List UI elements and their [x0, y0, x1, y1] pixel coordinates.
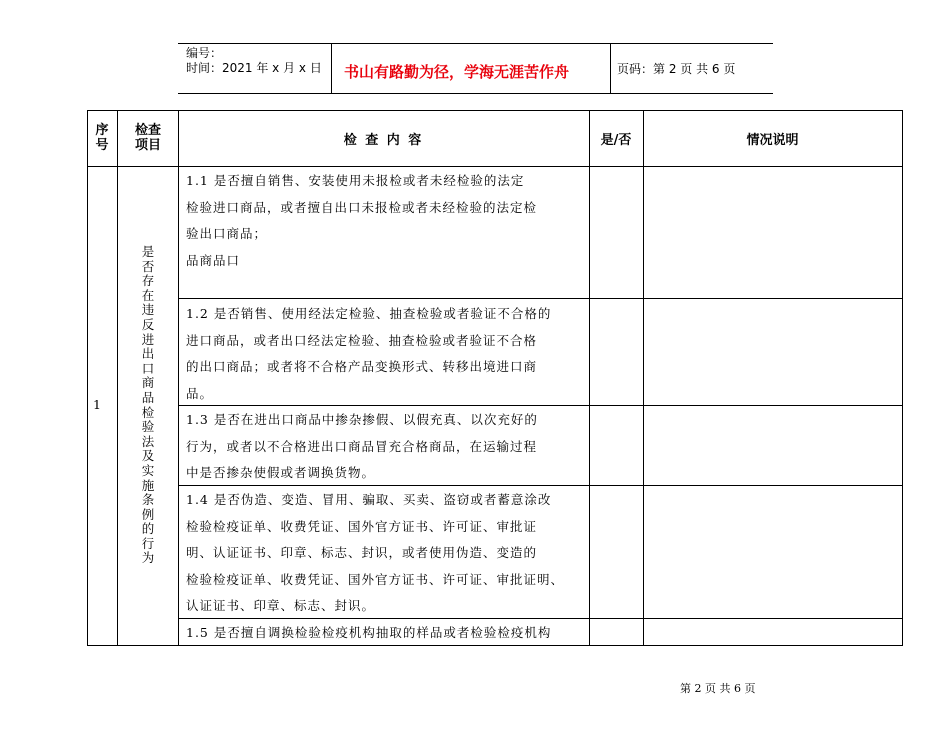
- column-header-item: 检查项目: [134, 123, 161, 153]
- checklist-entry: [186, 168, 537, 274]
- entry-line: 检验进口商品，或者擅自出口未报检或者未经检验的法定检: [186, 199, 538, 215]
- table-right-border: [902, 110, 903, 646]
- checklist-entry: [186, 301, 551, 407]
- entry-line: 1.4 是否伪造、变造、冒用、骗取、买卖、盗窃或者蓄意涂改: [186, 492, 552, 507]
- table-col-divider-yesno: [643, 110, 644, 646]
- column-header-remark: 情况说明: [746, 133, 799, 148]
- document-number-label: 编号：: [186, 46, 223, 60]
- table-left-border: [87, 110, 88, 646]
- header-divider-left: [331, 44, 332, 93]
- inspection-item-text: 是否存在违反进出口商品检验法及实施条例的行为: [141, 244, 155, 566]
- row-number: 1: [93, 397, 102, 412]
- entry-line: 行为，或者以不合格进出口商品冒充合格商品，在运输过程: [186, 438, 538, 454]
- table-col-divider-seq: [117, 110, 118, 646]
- entry-line: 1.2 是否销售、使用经法定检验、抽查检验或者验证不合格的: [186, 306, 552, 321]
- column-header-yesno: 是/否: [600, 133, 632, 148]
- checklist-entry: [186, 407, 538, 487]
- entry-line: 认证证书、印章、标志、封识。: [186, 598, 376, 613]
- table-col-divider-item: [178, 110, 179, 646]
- entry-line: 1.5 是否擅自调换检验检疫机构抽取的样品或者检验检疫机构: [186, 625, 552, 640]
- checklist-entry: [186, 620, 551, 647]
- header-top-rule: [178, 43, 773, 44]
- entry-line: 进口商品，或者出口经法定检验、抽查检验或者验证不合格: [186, 332, 538, 348]
- entry-line: 验出口商品；: [186, 226, 268, 241]
- header-divider-right: [610, 44, 611, 93]
- header-motto: 书山有路勤为径，学海无涯苦作舟: [344, 63, 570, 81]
- table-col-divider-content: [589, 110, 590, 646]
- table-top-border: [87, 110, 903, 111]
- table-header-bottom-border: [87, 166, 903, 167]
- entry-line: 品。: [186, 385, 214, 401]
- page-footer: 第 2 页 共 6 页: [680, 682, 756, 695]
- entry-line: 品商品口: [186, 252, 241, 268]
- entry-line: 明、认证证书、印章、标志、封识，或者使用伪造、变造的: [186, 545, 538, 560]
- document-date: 时间：2021 年 x 月 x 日: [186, 61, 322, 75]
- column-header-content: 检 查 内 容: [343, 133, 424, 148]
- header-bottom-rule: [178, 93, 773, 94]
- column-header-seq: 序号: [95, 123, 109, 153]
- entry-line: 检验检疫证单、收费凭证、国外官方证书、许可证、审批证明、: [186, 571, 565, 587]
- entry-separator: [178, 298, 903, 299]
- header-page-info: 页码：第 2 页 共 6 页: [617, 62, 736, 76]
- entry-line: 的出口商品；或者将不合格产品变换形式、转移出境进口商: [186, 359, 538, 374]
- entry-line: 中是否掺杂使假或者调换货物。: [186, 465, 376, 480]
- entry-line: 1.1 是否擅自销售、安装使用未报检或者未经检验的法定: [186, 173, 525, 188]
- entry-line: 1.3 是否在进出口商品中掺杂掺假、以假充真、以次充好的: [186, 412, 538, 427]
- checklist-entry: [186, 487, 564, 620]
- entry-line: 检验检疫证单、收费凭证、国外官方证书、许可证、审批证: [186, 518, 538, 534]
